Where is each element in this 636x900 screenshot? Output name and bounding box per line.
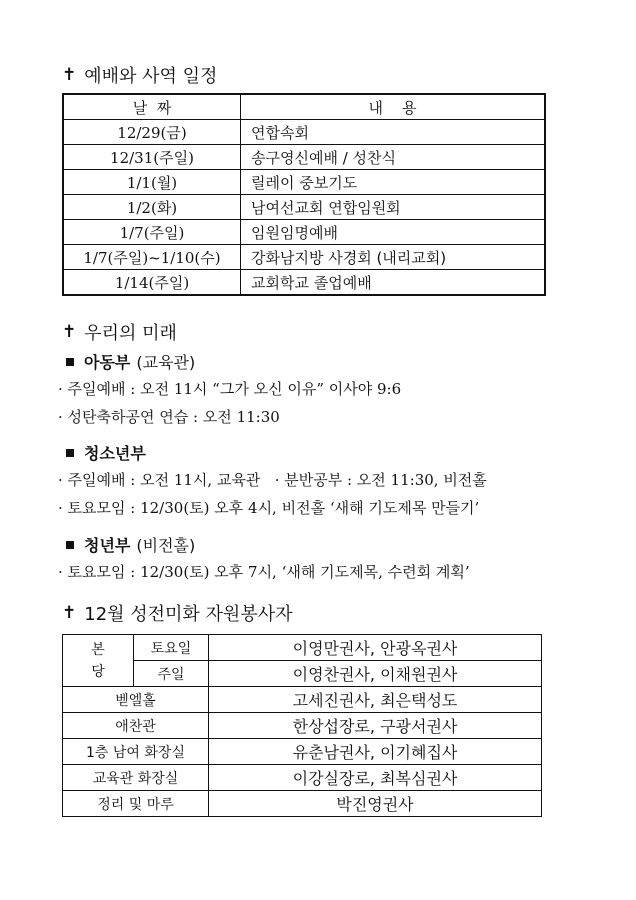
names-cell: 이영찬권사, 이채원권사 — [209, 661, 542, 687]
volunteer-table — [62, 634, 542, 817]
table-row — [63, 713, 542, 739]
cross-icon: ✝ — [62, 65, 77, 85]
names-cell: 유춘남권사, 이기혜집사 — [209, 739, 542, 765]
names-cell: 이영만권사, 안광옥권사 — [209, 635, 542, 661]
table-row — [63, 791, 542, 817]
group-line: · 성탄축하공연 연습 : 오전 11:30 — [58, 408, 280, 426]
group-name: 아동부 — [84, 353, 131, 372]
group-heading-young-adults — [62, 533, 195, 556]
schedule-table — [62, 93, 546, 296]
section-heading-volunteers — [62, 600, 292, 626]
group-line: · 주일예배 : 오전 11시, 교육관 · 분반공부 : 오전 11:30, 비전홀 — [58, 471, 487, 489]
section-heading-schedule — [62, 62, 217, 88]
date-cell: 1/7(주일) — [63, 220, 241, 245]
area-cell: 1층 남여 화장실 — [63, 739, 209, 765]
section-title: 12월 성전미화 자원봉사자 — [84, 604, 293, 625]
date-cell: 1/2(화) — [63, 195, 241, 220]
cross-icon: ✝ — [62, 322, 77, 342]
table-row — [63, 687, 542, 713]
content-cell: 강화남지방 사경회 (내리교회) — [241, 245, 546, 270]
table-row — [63, 120, 545, 145]
table-row — [63, 739, 542, 765]
square-bullet-icon — [66, 541, 74, 549]
names-cell: 한상섭장로, 구광서권사 — [209, 713, 542, 739]
date-cell: 12/29(금) — [63, 120, 241, 145]
table-row — [63, 270, 545, 296]
section-title: 예배와 사역 일정 — [84, 66, 218, 87]
table-row — [63, 635, 542, 661]
area-cell: 주일 — [134, 661, 209, 687]
names-cell: 이강실장로, 최복심권사 — [209, 765, 542, 791]
table-row — [63, 145, 545, 170]
table-row — [63, 661, 542, 687]
content-cell: 교회학교 졸업예배 — [241, 270, 546, 296]
area-cell: 정리 및 마루 — [63, 791, 209, 817]
date-cell: 1/7(주일)~1/10(수) — [63, 245, 241, 270]
content-cell: 연합속회 — [241, 120, 546, 145]
date-cell: 1/1(월) — [63, 170, 241, 195]
cross-icon: ✝ — [62, 603, 77, 623]
table-row — [63, 195, 545, 220]
main-hall-cell: 본 당 — [63, 635, 134, 687]
group-line: · 주일예배 : 오전 11시 “그가 오신 이유” 이사야 9:6 — [58, 380, 402, 398]
column-header-content: 내 용 — [241, 94, 546, 120]
content-cell: 임원임명예배 — [241, 220, 546, 245]
names-cell: 고세진권사, 최은택성도 — [209, 687, 542, 713]
date-cell: 12/31(주일) — [63, 145, 241, 170]
area-cell: 토요일 — [134, 635, 209, 661]
group-line: · 토요모임 : 12/30(토) 오후 4시, 비전홀 ‘새해 기도제목 만들기’ — [58, 499, 480, 517]
group-name: 청소년부 — [84, 444, 146, 463]
area-cell: 벧엘홀 — [63, 687, 209, 713]
content-cell: 남여선교회 연합임원회 — [241, 195, 546, 220]
group-name: 청년부 — [84, 536, 131, 555]
table-row — [63, 245, 545, 270]
table-row — [63, 170, 545, 195]
content-cell: 송구영신예배 / 성찬식 — [241, 145, 546, 170]
group-line: · 토요모임 : 12/30(토) 오후 7시, ‘새해 기도제목, 수련회 계획’ — [58, 563, 470, 581]
names-cell: 박진영권사 — [209, 791, 542, 817]
table-header-row — [63, 94, 545, 120]
square-bullet-icon — [66, 358, 74, 366]
group-heading-youth — [62, 441, 152, 464]
table-row — [63, 220, 545, 245]
square-bullet-icon — [66, 449, 74, 457]
area-cell: 애찬관 — [63, 713, 209, 739]
date-cell: 1/14(주일) — [63, 270, 241, 296]
section-heading-future — [62, 319, 177, 345]
section-title: 우리의 미래 — [84, 323, 177, 344]
column-header-date: 날 짜 — [63, 94, 241, 120]
group-heading-children — [62, 350, 195, 373]
group-note: (비전홀) — [136, 536, 196, 555]
table-row — [63, 765, 542, 791]
content-cell: 릴레이 중보기도 — [241, 170, 546, 195]
area-cell: 교육관 화장실 — [63, 765, 209, 791]
group-note: (교육관) — [136, 353, 196, 372]
